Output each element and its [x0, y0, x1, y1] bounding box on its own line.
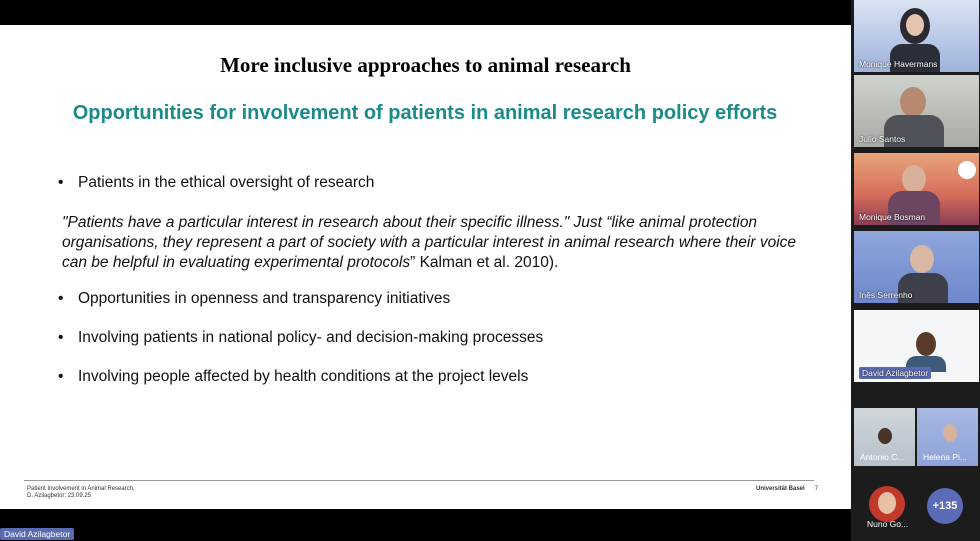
participant-face [910, 245, 934, 273]
participant-face [943, 424, 957, 442]
footer-line-1: Patient Involvement in Animal Research, [27, 486, 135, 492]
participant-name: Monique Bosman [859, 212, 926, 222]
slide-title: More inclusive approaches to animal research [220, 53, 631, 77]
participant-face [906, 14, 924, 36]
footer-org: Universität Basel [756, 486, 805, 492]
participant-face [878, 428, 892, 444]
participant-name: Inês Serrenho [859, 290, 913, 300]
participant-name: Nuno Go... [867, 519, 909, 529]
participants-panel [851, 0, 980, 541]
participant-face [916, 332, 936, 356]
bullet-text: Involving people affected by health conditions at the project levels [78, 368, 529, 385]
quote-italic: "Patients have a particular interest in research about their specific illness." Just “like animal protection organisations, they represent a part of society with a particular interest in animal research where their voice can be helpful in evaluating experimental protocols [62, 214, 797, 271]
bullet-text: Involving patients in national policy- and decision-making processes [78, 329, 544, 346]
participant-avatar[interactable] [869, 486, 905, 522]
participant-name: Helena Pi... [923, 452, 967, 462]
active-speaker-label: David Azilagbetor [0, 528, 74, 540]
slide-subtitle: Opportunities for involvement of patients in animal research policy efforts [72, 102, 778, 124]
participant-tile[interactable] [854, 0, 979, 72]
bullet-dot: • [58, 290, 64, 307]
footer-line-2: D. Azilagbetor; 23.09.25 [27, 493, 92, 499]
bullet-item [58, 329, 543, 347]
footer-divider [24, 480, 814, 481]
participant-tile[interactable] [854, 231, 979, 303]
participant-name: David Azilagbetor [859, 367, 931, 379]
bullet-text: Patients in the ethical oversight of research [78, 174, 375, 191]
bullet-item [58, 290, 450, 308]
footer-right [756, 486, 818, 492]
bullet-dot: • [58, 368, 64, 385]
bullet-item [58, 368, 528, 386]
bullet-item [58, 174, 374, 192]
participant-tile[interactable] [854, 153, 979, 225]
bullet-text: Opportunities in openness and transparency initiatives [78, 290, 451, 307]
quote-citation: ” Kalman et al. 2010). [410, 254, 559, 271]
quote-text [62, 213, 802, 273]
bullet-dot: • [58, 329, 64, 346]
shared-slide [0, 25, 851, 509]
participant-name: Monique Havermans [859, 59, 938, 69]
more-participants-button[interactable]: +135 [927, 488, 963, 524]
event-logo [958, 161, 976, 179]
participant-tile[interactable] [854, 310, 979, 382]
footer-page-number: 7 [814, 486, 819, 492]
participant-face [900, 87, 926, 117]
participant-name: Julio Santos [859, 134, 906, 144]
participant-tile[interactable] [854, 75, 979, 147]
participant-face [878, 492, 896, 514]
participant-face [902, 165, 926, 193]
bullet-dot: • [58, 174, 64, 191]
footer-left [27, 486, 135, 500]
participant-name: Antonio C... [860, 452, 905, 462]
